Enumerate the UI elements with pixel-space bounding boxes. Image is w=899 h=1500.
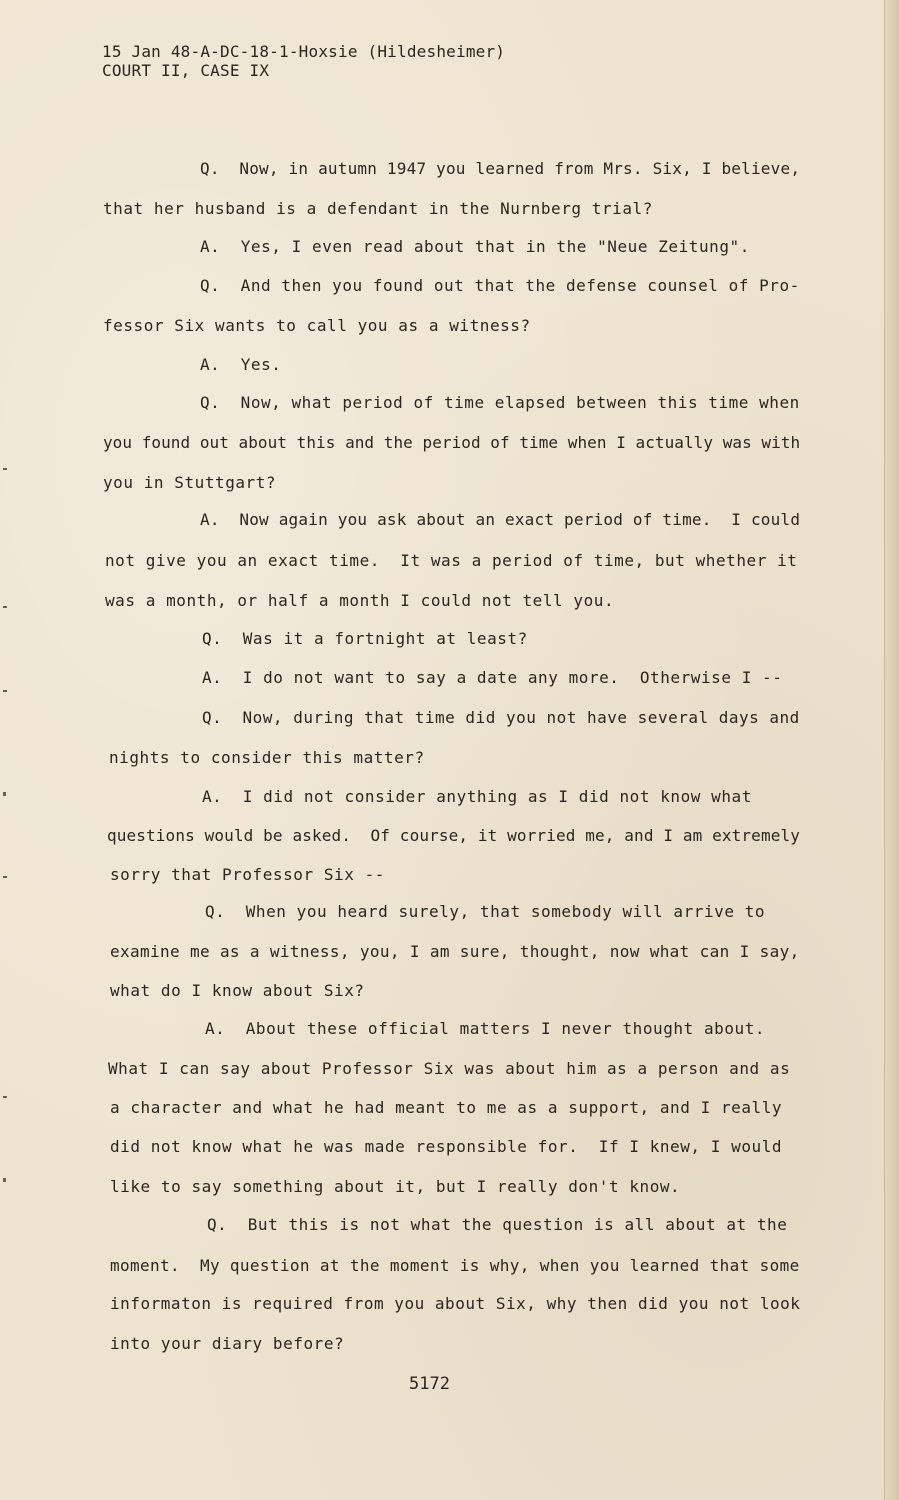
- page-number: 5172: [409, 1374, 450, 1394]
- transcript-line: nights to consider this matter?: [109, 748, 425, 767]
- transcript-line: a character and what he had meant to me as a support, and I really: [110, 1098, 783, 1117]
- margin-mark: [3, 876, 7, 878]
- transcript-line: A. Now again you ask about an exact period of time. I could: [200, 510, 801, 529]
- transcript-line: into your diary before?: [110, 1334, 345, 1353]
- transcript-line: A. I did not consider anything as I did not know what: [202, 787, 752, 806]
- margin-mark: [3, 1178, 6, 1182]
- transcript-line: Q. Now, during that time did you not have several days and: [202, 708, 800, 727]
- transcript-line: questions would be asked. Of course, it worried me, and I am extremely: [107, 826, 800, 845]
- transcript-line: that her husband is a defendant in the Nurnberg trial?: [103, 199, 653, 218]
- transcript-line: Q. Now, in autumn 1947 you learned from Mrs. Six, I believe,: [200, 159, 801, 178]
- transcript-line: what do I know about Six?: [110, 981, 365, 1000]
- transcript-line: A. Yes.: [200, 355, 282, 374]
- transcript-line: you found out about this and the period of time when I actually was with: [103, 433, 801, 452]
- header-line-2: COURT II, CASE IX: [102, 61, 270, 80]
- transcript-line: A. Yes, I even read about that in the "Neue Zeitung".: [200, 237, 750, 256]
- transcript-line: you in Stuttgart?: [103, 473, 277, 492]
- margin-mark: [3, 1096, 7, 1098]
- transcript-line: not give you an exact time. It was a period of time, but whether it: [105, 551, 798, 570]
- transcript-line: A. About these official matters I never thought about.: [205, 1019, 766, 1038]
- transcript-line: sorry that Professor Six --: [110, 865, 385, 884]
- document-header: [102, 42, 505, 80]
- transcript-line: Q. Now, what period of time elapsed between this time when: [200, 393, 800, 412]
- transcript-line: like to say something about it, but I really don't know.: [110, 1177, 681, 1196]
- transcript-line: fessor Six wants to call you as a witness?: [103, 316, 531, 335]
- transcript-line: A. I do not want to say a date any more. Otherwise I --: [202, 668, 783, 687]
- margin-mark: [3, 690, 7, 692]
- transcript-line: informaton is required from you about Six, why then did you not look: [110, 1294, 801, 1313]
- transcript-line: moment. My question at the moment is why, when you learned that some: [110, 1256, 800, 1275]
- transcript-line: Q. Was it a fortnight at least?: [202, 629, 528, 648]
- margin-mark: [3, 468, 7, 470]
- transcript-line: Q. When you heard surely, that somebody will arrive to: [205, 902, 766, 921]
- transcript-line: Q. And then you found out that the defense counsel of Pro-: [200, 276, 800, 295]
- transcript-line: Q. But this is not what the question is all about at the: [207, 1215, 788, 1234]
- transcript-line: did not know what he was made responsible for. If I knew, I would: [110, 1137, 783, 1156]
- header-line-1: 15 Jan 48-A-DC-18-1-Hoxsie (Hildesheimer): [102, 42, 506, 61]
- transcript-line: was a month, or half a month I could not tell you.: [105, 591, 615, 610]
- transcript-line: What I can say about Professor Six was about him as a person and as: [108, 1059, 791, 1078]
- margin-mark: [3, 792, 6, 796]
- page-edge: [884, 0, 899, 1500]
- margin-mark: [3, 606, 7, 608]
- transcript-line: examine me as a witness, you, I am sure, thought, now what can I say,: [110, 942, 800, 961]
